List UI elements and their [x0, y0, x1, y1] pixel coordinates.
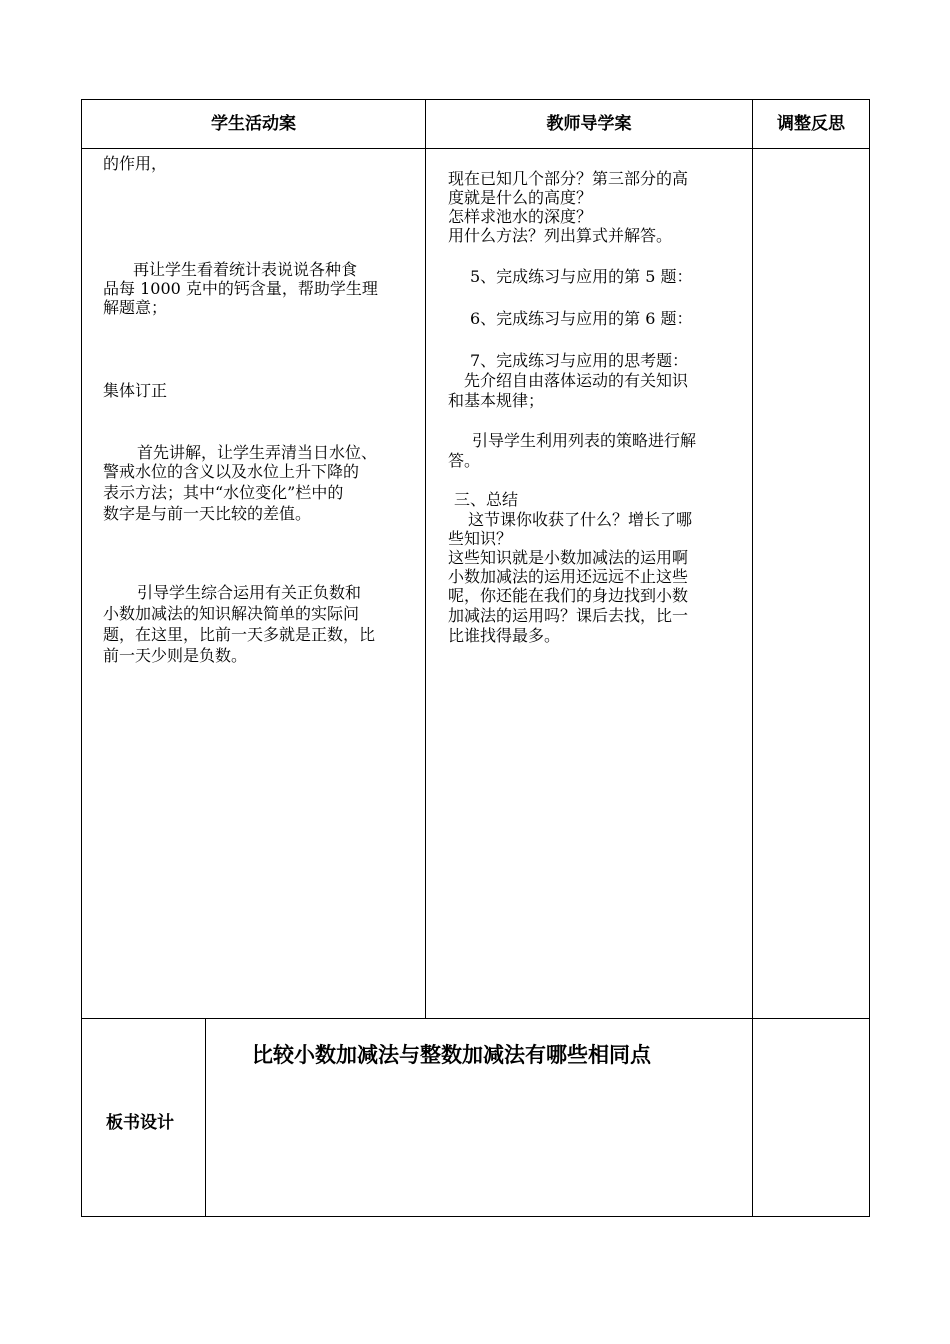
teacher-text: 7、完成练习与应用的思考题： — [470, 351, 689, 370]
teacher-text: 度就是什么的高度？ — [448, 188, 593, 207]
table-border-left — [81, 99, 82, 1217]
board-design-title: 比较小数加减法与整数加减法有哪些相同点 — [252, 1043, 651, 1067]
teacher-text: 用什么方法？列出算式并解答。 — [448, 226, 673, 245]
student-text: 前一天少则是负数。 — [103, 646, 248, 665]
column-divider-1 — [425, 99, 426, 1019]
teacher-text: 先介绍自由落体运动的有关知识 — [464, 371, 689, 390]
teacher-text: 小数加减法的运用还远远不止这些 — [448, 567, 689, 586]
student-text: 首先讲解，让学生弄清当日水位、 — [137, 443, 378, 462]
teacher-text: 怎样求池水的深度？ — [448, 207, 593, 226]
teacher-text: 呢，你还能在我们的身边找到小数 — [448, 586, 689, 605]
teacher-text: 比谁找得最多。 — [448, 626, 561, 645]
student-text: 集体订正 — [103, 381, 168, 400]
column-divider-2 — [752, 99, 753, 1217]
student-text: 题，在这里，比前一天多就是正数，比 — [103, 625, 376, 644]
teacher-text: 现在已知几个部分？第三部分的高 — [448, 169, 689, 188]
teacher-text: 和基本规律； — [448, 391, 545, 410]
student-text: 引导学生综合运用有关正负数和 — [137, 583, 362, 602]
header-student-activity: 学生活动案 — [211, 114, 296, 134]
student-text: 数字是与前一天比较的差值。 — [103, 504, 312, 523]
teacher-text: 这节课你收获了什么？增长了哪 — [468, 510, 693, 529]
student-text: 警戒水位的含义以及水位上升下降的 — [103, 462, 360, 481]
board-label-divider — [205, 1018, 206, 1217]
board-design-label: 板书设计 — [106, 1113, 174, 1133]
teacher-text: 这些知识就是小数加减法的运用啊 — [448, 548, 689, 567]
teacher-text: 5、完成练习与应用的第 5 题： — [470, 267, 693, 286]
teacher-text: 答。 — [448, 451, 481, 470]
teacher-text: 6、完成练习与应用的第 6 题： — [470, 309, 693, 328]
teacher-text: 引导学生利用列表的策略进行解 — [472, 431, 697, 450]
student-text: 小数加减法的知识解决简单的实际问 — [103, 604, 360, 623]
teacher-text: 加减法的运用吗？课后去找，比一 — [448, 606, 689, 625]
teacher-text: 些知识？ — [448, 529, 513, 548]
student-text: 品每 1000 克中的钙含量，帮助学生理 — [103, 279, 378, 298]
student-text: 的作用， — [103, 154, 168, 173]
table-border-right — [869, 99, 870, 1217]
student-text: 解题意； — [103, 298, 168, 317]
teacher-text: 三、总结 — [454, 490, 519, 509]
student-text: 表示方法；其中“水位变化”栏中的 — [103, 483, 344, 502]
header-reflection: 调整反思 — [777, 114, 845, 134]
student-text: 再让学生看着统计表说说各种食 — [133, 260, 358, 279]
header-teacher-guide: 教师导学案 — [546, 114, 632, 134]
